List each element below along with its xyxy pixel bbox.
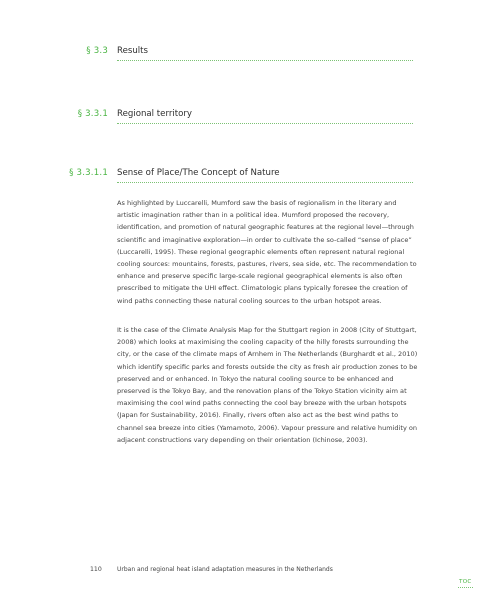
- body-paragraph: It is the case of the Climate Analysis Map for the Stuttgart region in 2008 (City of Stuttgart, 2008) which looks at maximising the cooling capacity of the hilly forests surrounding the city, or the case of the climate maps of Arnhem in The Netherlands (Burghardt et al., 2010) which identify specific parks and forests outside the city as fresh air production zones to be preserved and or enhanced. In Tokyo the natural cooling source to be enhanced and preserved is the Tokyo Bay, and the renovation plans of the Tokyo Station vicinity aim at maximising the cool wind paths connecting the cool bay breeze with the urban hotspots (Japan for Sustainability, 2016). Finally, rivers often also act as the best wind paths to channel sea breeze into cities (Yamamoto, 2006). Vapour pressure and relative humidity on adjacent constructions vary depending on their orientation (Ichinose, 2003).: [117, 326, 418, 444]
- body-paragraph: As highlighted by Luccarelli, Mumford saw the basis of regionalism in the literary and artistic imagination rather than in a political idea. Mumford proposed the recovery, identification, and promotion of natural geographic features at the regional level—through scientific and imaginative exploration—in order to cultivate the so-called “sense of place” (Luccarelli, 1995). These regional geographic elements often represent natural regional cooling sources: mountains, forests, pastures, rivers, sea side, etc. The recommendation to enhance and preserve specific large-scale regional geographical elements is also often prescribed to mitigate the UHI effect. Climatologic plans typically foresee the creation of wind paths connecting these natural cooling sources to the urban hotspot areas.: [117, 199, 417, 305]
- section-title: Regional territory: [117, 109, 193, 119]
- section-number: § 3.3.1.1: [69, 168, 108, 178]
- section-title: Sense of Place/The Concept of Nature: [117, 168, 280, 178]
- section-title: Results: [117, 46, 149, 56]
- section-number: § 3.3.1: [77, 109, 108, 119]
- running-title: Urban and regional heat island adaptation measures in the Netherlands: [117, 566, 333, 573]
- section-number: § 3.3: [86, 46, 108, 56]
- section-heading-3-3: [0, 46, 486, 62]
- dotted-divider: [117, 123, 413, 124]
- section-heading-3-3-1-1: [0, 168, 486, 184]
- toc-underline: [458, 587, 473, 588]
- page-number: 110: [90, 566, 102, 573]
- dotted-divider: [117, 182, 413, 183]
- page-footer: [0, 566, 486, 576]
- toc-link[interactable]: TOC: [459, 579, 472, 585]
- section-heading-3-3-1: [0, 109, 486, 125]
- dotted-divider: [117, 60, 413, 61]
